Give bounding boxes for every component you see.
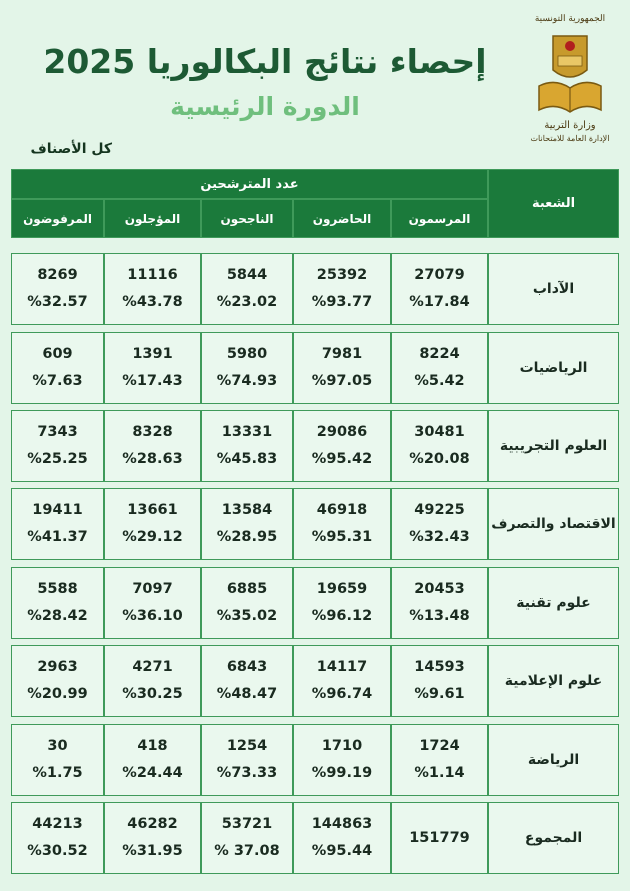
emblem-logo-icon (533, 30, 607, 120)
branch-name: الاقتصاد والتصرف (491, 516, 616, 532)
cell-percent: %97.05 (311, 373, 373, 389)
cell-count: 7097 (132, 581, 173, 597)
cell-percent: %99.19 (311, 765, 373, 781)
cell-percent: %93.77 (311, 294, 373, 310)
table-cell-rejected (11, 410, 104, 482)
cell-count: 13584 (221, 502, 273, 518)
branch-header-label: الشعبة (531, 196, 576, 211)
cell-percent: %13.48 (409, 608, 470, 624)
cell-count: 25392 (316, 267, 368, 283)
cell-count: 19659 (316, 581, 368, 597)
table-cell-rejected (11, 802, 104, 874)
cell-count: 13331 (221, 424, 273, 440)
table-cell-present (293, 332, 391, 404)
column-header-label: الحاضرون (312, 211, 372, 226)
emblem-department-text: الإدارة العامة للامتحانات (530, 134, 610, 143)
cell-count: 46918 (316, 502, 368, 518)
cell-count: 30481 (414, 424, 465, 440)
cell-count: 13661 (127, 502, 178, 518)
candidates-group-header-label: عدد المترشحين (200, 176, 299, 192)
table-cell-present (293, 567, 391, 639)
table-row-branch (488, 488, 619, 560)
cell-count: 11116 (127, 267, 178, 283)
table-cell-registered (391, 410, 488, 482)
cell-count: 44213 (32, 816, 83, 832)
cell-percent: %35.02 (216, 608, 278, 624)
table-cell-deferred (104, 567, 201, 639)
cell-count: 1254 (226, 738, 268, 754)
table-cell-present (293, 724, 391, 796)
table-row-branch (488, 567, 619, 639)
table-cell-deferred (104, 645, 201, 717)
cell-percent: %31.95 (122, 843, 183, 859)
column-header-label: المرفوضون (23, 211, 92, 226)
cell-count: 1391 (132, 346, 173, 362)
branch-name: الرياضة (527, 752, 580, 768)
cell-count: 4271 (132, 659, 173, 675)
cell-count: 5588 (37, 581, 78, 597)
cell-count: 14117 (316, 659, 368, 675)
cell-count: 1724 (419, 738, 460, 754)
table-cell-deferred (104, 724, 201, 796)
cell-count: 46282 (127, 816, 178, 832)
page-subtitle: الدورة الرئيسية (170, 92, 360, 121)
candidates-group-header (11, 169, 488, 199)
cell-count: 7981 (321, 346, 363, 362)
category-label: كل الأصناف (30, 141, 112, 157)
cell-percent: %48.47 (216, 686, 278, 702)
table-row-branch (488, 253, 619, 325)
cell-percent: %95.44 (311, 843, 373, 859)
cell-percent: %25.25 (27, 451, 88, 467)
cell-percent: %28.42 (27, 608, 88, 624)
table-cell-deferred (104, 253, 201, 325)
cell-percent: %1.14 (414, 765, 465, 781)
cell-percent: %45.83 (216, 451, 278, 467)
cell-count: 8269 (37, 267, 78, 283)
table-cell-rejected (11, 645, 104, 717)
column-header-label: المرسمون (408, 211, 471, 226)
table-cell-present (293, 802, 391, 874)
table-cell-registered (391, 645, 488, 717)
table-cell-registered (391, 253, 488, 325)
column-header-present (293, 199, 391, 238)
cell-percent: %5.42 (414, 373, 465, 389)
table-row-branch (488, 332, 619, 404)
branch-header (488, 169, 619, 238)
cell-percent: %95.31 (311, 529, 373, 545)
table-cell-passed (201, 332, 293, 404)
table-cell-deferred (104, 802, 201, 874)
cell-count: 19411 (32, 502, 83, 518)
cell-percent: %23.02 (216, 294, 278, 310)
column-header-passed (201, 199, 293, 238)
cell-percent: %30.25 (122, 686, 183, 702)
table-row-branch (488, 724, 619, 796)
cell-count: 49225 (414, 502, 465, 518)
cell-count: 418 (137, 738, 168, 754)
table-cell-deferred (104, 332, 201, 404)
cell-percent: %30.52 (27, 843, 88, 859)
table-cell-deferred (104, 488, 201, 560)
cell-count: 8224 (419, 346, 460, 362)
cell-count: 8328 (132, 424, 173, 440)
column-header-label: المؤجلون (124, 211, 181, 226)
cell-percent: %41.37 (27, 529, 88, 545)
table-cell-registered (391, 567, 488, 639)
cell-count: 29086 (316, 424, 368, 440)
table-cell-registered (391, 332, 488, 404)
table-cell-rejected (11, 488, 104, 560)
page-title: إحصاء نتائج البكالوريا 2025 (43, 42, 487, 81)
cell-percent: %96.12 (311, 608, 373, 624)
branch-name: المجموع (524, 830, 583, 846)
table-cell-rejected (11, 332, 104, 404)
cell-count: 2963 (37, 659, 78, 675)
table-cell-passed (201, 802, 293, 874)
cell-percent: %29.12 (122, 529, 183, 545)
cell-percent: %7.63 (32, 373, 83, 389)
table-cell-registered (391, 802, 488, 874)
cell-percent: %17.84 (409, 294, 470, 310)
table-cell-present (293, 253, 391, 325)
cell-percent: %96.74 (311, 686, 373, 702)
cell-percent: %1.75 (32, 765, 83, 781)
table-row-branch (488, 645, 619, 717)
cell-percent: %32.43 (409, 529, 470, 545)
cell-count: 6885 (226, 581, 268, 597)
cell-percent: %28.63 (122, 451, 183, 467)
cell-percent: %24.44 (122, 765, 183, 781)
cell-count: 53721 (221, 816, 273, 832)
table-cell-passed (201, 724, 293, 796)
branch-name: العلوم التجريبية (499, 438, 608, 454)
cell-percent: %73.33 (216, 765, 278, 781)
cell-percent: %43.78 (122, 294, 183, 310)
cell-count: 7343 (37, 424, 78, 440)
table-cell-rejected (11, 253, 104, 325)
cell-count: 20453 (414, 581, 465, 597)
cell-percent: % 37.08 (214, 843, 280, 859)
cell-count: 151779 (409, 829, 470, 846)
cell-percent: %74.93 (216, 373, 278, 389)
branch-name: الرياضيات (519, 360, 588, 376)
column-header-rejected (11, 199, 104, 238)
column-header-label: الناجحون (220, 211, 274, 226)
table-cell-passed (201, 645, 293, 717)
table-cell-deferred (104, 410, 201, 482)
cell-percent: %20.08 (409, 451, 470, 467)
table-cell-rejected (11, 724, 104, 796)
cell-count: 5980 (226, 346, 268, 362)
cell-count: 5844 (226, 267, 268, 283)
column-header-deferred (104, 199, 201, 238)
table-cell-present (293, 410, 391, 482)
table-cell-passed (201, 488, 293, 560)
table-cell-present (293, 488, 391, 560)
cell-percent: %9.61 (414, 686, 465, 702)
branch-name: علوم الإعلامية (504, 673, 603, 689)
table-cell-rejected (11, 567, 104, 639)
cell-percent: %36.10 (122, 608, 183, 624)
table-cell-registered (391, 488, 488, 560)
cell-count: 27079 (414, 267, 465, 283)
emblem-top-text: الجمهورية التونسية (534, 14, 606, 24)
table-cell-registered (391, 724, 488, 796)
cell-percent: %28.95 (216, 529, 278, 545)
table-cell-present (293, 645, 391, 717)
table-row-branch (488, 410, 619, 482)
cell-count: 1710 (321, 738, 363, 754)
ministry-emblem (525, 14, 615, 144)
emblem-ministry-text: وزارة التربية (544, 120, 596, 131)
cell-count: 30 (47, 738, 68, 754)
table-row-branch (488, 802, 619, 874)
branch-name: علوم تقنية (516, 595, 591, 611)
cell-percent: %95.42 (311, 451, 373, 467)
cell-count: 14593 (414, 659, 465, 675)
branch-name: الآداب (532, 281, 575, 297)
cell-percent: %32.57 (27, 294, 88, 310)
cell-percent: %20.99 (27, 686, 88, 702)
cell-count: 609 (42, 346, 73, 362)
cell-count: 144863 (311, 816, 373, 832)
column-header-registered (391, 199, 488, 238)
table-cell-passed (201, 410, 293, 482)
table-cell-passed (201, 567, 293, 639)
table-cell-passed (201, 253, 293, 325)
cell-count: 6843 (226, 659, 268, 675)
cell-percent: %17.43 (122, 373, 183, 389)
